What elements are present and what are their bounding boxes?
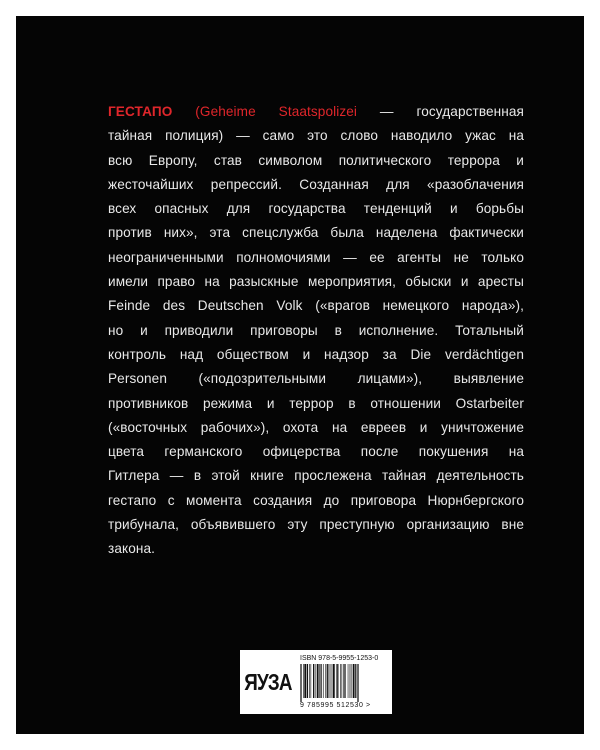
barcode-bar: [336, 664, 337, 698]
blurb-line: трибунала, объявившего эту преступную организацию вне: [108, 517, 524, 533]
barcode-bar: [303, 664, 304, 698]
barcode-digits: 9 785995 512530 >: [300, 702, 371, 709]
blurb-line: жесточайших репрессий. Созданная для «разоблачения: [108, 176, 524, 192]
blurb-line: против них», эта спецслужба была наделена фактически: [108, 225, 524, 241]
barcode-bar: [332, 664, 333, 698]
blurb-line: («восточных рабочих»), охота на евреев и уничтожение: [108, 419, 524, 435]
barcode-bar: [348, 664, 349, 698]
barcode-bar: [301, 664, 302, 702]
blurb-line: Feinde des Deutschen Volk («врагов немецкого народа»),: [108, 298, 524, 314]
barcode-bar: [325, 664, 326, 698]
blurb-line: контроль над обществом и надзор за Die verdächtigen: [108, 346, 524, 362]
barcode-bar: [342, 664, 343, 698]
barcode-panel: [240, 650, 392, 714]
barcode-bar: [311, 664, 312, 698]
barcode-bar: [345, 664, 346, 698]
barcode-bar: [317, 664, 319, 698]
blurb-line: неограниченными полномочиями — ее агенты не только: [108, 249, 524, 265]
barcode-bar: [329, 664, 330, 698]
blurb-text: [108, 100, 524, 562]
barcode-bar: [315, 664, 316, 698]
barcode-bar: [353, 664, 355, 698]
barcode-bar: [343, 664, 344, 698]
barcode-bar: [313, 664, 314, 698]
barcode-bar: [355, 664, 356, 698]
back-cover: [16, 16, 584, 734]
barcode-bar: [351, 664, 352, 698]
blurb-line: имели право на разыскные мероприятия, обыски и аресты: [108, 274, 524, 290]
isbn-label: ISBN 978-5-9955-1253-0: [300, 655, 379, 662]
publisher-logo: [244, 663, 292, 701]
barcode-bar: [319, 664, 320, 698]
barcode-bar: [350, 664, 351, 698]
blurb-line: цвета германского офицерства после покушения на: [108, 444, 524, 460]
barcode-bar: [300, 664, 301, 702]
barcode-bar: [327, 664, 328, 698]
blurb-line: но и приводили приговоры в исполнение. Тотальный: [108, 322, 524, 338]
barcode-bar: [323, 664, 324, 698]
blurb-line: всю Европу, став символом политического террора и: [108, 152, 524, 168]
barcode-bar: [320, 664, 321, 698]
barcode-bar: [330, 664, 331, 698]
barcode-bar: [304, 664, 306, 698]
lead-german-term: (Geheime Staatspolizei: [195, 104, 358, 119]
publisher-logo-text: ЯУЗА: [244, 668, 292, 695]
blurb-line: закона.: [108, 541, 155, 557]
barcode-bar: [340, 664, 341, 698]
blurb-line: противников режима и террор в отношении Ostarbeiter: [108, 395, 524, 411]
barcode-bar: [307, 664, 308, 698]
blurb-line: Personen («подозрительными лицами»), выявление: [108, 371, 524, 387]
blurb-line: Гитлера — в этой книге прослежена тайная деятельность: [108, 468, 524, 484]
isbn-barcode: [300, 664, 386, 702]
blurb-line-rest: — государственная: [357, 104, 524, 119]
barcode-bar: [309, 664, 310, 698]
barcode-bar: [333, 664, 335, 698]
blurb-line: [108, 100, 524, 124]
barcode-bar: [357, 664, 358, 702]
blurb-line: гестапо с момента создания до приговора Нюрнбергского: [108, 492, 524, 508]
barcode-bar: [358, 664, 359, 702]
blurb-line: тайная полиция) — само это слово наводило ужас на: [108, 128, 524, 144]
lead-term: ГЕСТАПО: [108, 104, 173, 119]
barcode-bar: [337, 664, 338, 698]
blurb-line: всех опасных для государства тенденций и борьбы: [108, 201, 524, 217]
